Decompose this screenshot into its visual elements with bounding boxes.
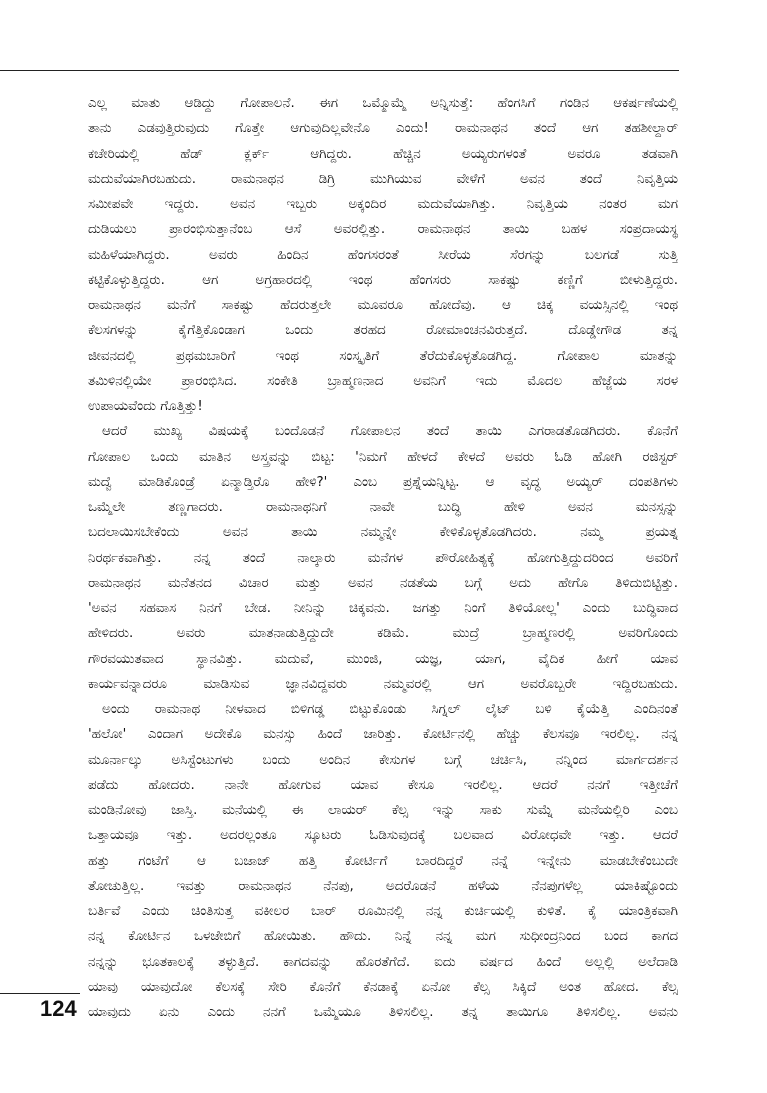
text-line: ಕಟ್ಟಿಕೊಳ್ಳುತ್ತಿದ್ದರು. ಆಗ ಅಗ್ರಹಾರದಲ್ಲಿ ಇಂಥ ಹೆಂಗಸರು ಸಾಕಷ್ಟು ಕಣ್ಣಿಗೆ ಬೀಳುತ್ತಿದ್ದರು.	[88, 272, 678, 288]
text-line: ಒಮ್ಮೆಲೇ ತಣ್ಣಗಾದರು. ರಾಮನಾಥನಿಗೆ ನಾವೇ ಬುದ್ಧಿ ಹೇಳಿ ಅವನ ಮನಸ್ಸನ್ನು	[88, 500, 678, 515]
text-line: ಎಲ್ಲ ಮಾತು ಆಡಿದ್ದು ಗೋಪಾಲನೆ. ಈಗ ಒಮ್ಮೊಮ್ಮೆ ಅನ್ನಿಸುತ್ತೆ: ಹೆಂಗಸಿಗೆ ಗಂಡಿನ ಆಕರ್ಷಣೆಯಲ್ಲಿ	[88, 96, 678, 111]
page-number: 124	[40, 996, 77, 1021]
text-line: ನನ್ನನ್ನು ಭೂತಕಾಲಕ್ಕೆ ತಳ್ಳುತ್ತಿದೆ. ಕಾಗದವನ್ನು ಹೊರತೆಗೆದೆ. ಐದು ವರ್ಷದ ಹಿಂದೆ ಅಲ್ಲಲ್ಲಿ ಅಲೆದಾಡಿ	[88, 954, 678, 970]
text-line: ಮೂರ್ನಾಲ್ಕು ಅಸಿಸ್ಟೆಂಟುಗಳು ಬಂದು ಅಂದಿನ ಕೇಸುಗಳ ಬಗ್ಗೆ ಚರ್ಚಿಸಿ, ನನ್ನಿಂದ ಮಾರ್ಗದರ್ಶನ	[88, 752, 678, 768]
page-body-text	[88, 91, 678, 1025]
text-line: ಮಹಿಳೆಯಾಗಿದ್ದರು. ಅವರು ಹಿಂದಿನ ಹೆಂಗಸರಂತೆ ಸೀರೆಯ ಸೆರಗನ್ನು ಬಲಗಡೆ ಸುತ್ತಿ	[88, 247, 678, 263]
text-line: ಮಂಡಿನೋವು ಜಾಸ್ತಿ. ಮನೆಯಲ್ಲಿ ಈ ಲಾಯರ್ ಕೆಲ್ಸ ಇನ್ನು ಸಾಕು ಸುಮ್ನೆ ಮನೆಯಲ್ಲಿರಿ ಎಂಬ	[88, 803, 678, 818]
text-line: ಹತ್ತು ಗಂಟೆಗೆ ಆ ಬಜಾಜ್ ಹತ್ತಿ ಕೋರ್ಟಿಗೆ ಬಾರದಿದ್ದರೆ ನನ್ನೆ ಇನ್ನೇನು ಮಾಡಬೇಕೆಂಬುದೇ	[88, 853, 678, 869]
text-line: ಬರ್ತಿವೆ ಎಂದು ಚಿಂತಿಸುತ್ತ ವಕೀಲರ ಬಾರ್ ರೂಮಿನಲ್ಲಿ ನನ್ನ ಕುರ್ಚಿಯಲ್ಲಿ ಕುಳಿತೆ. ಕೈ ಯಾಂತ್ರಿಕವಾಗಿ	[88, 904, 678, 919]
text-line: ತಮಿಳಿನಲ್ಲಿಯೇ ಪ್ರಾರಂಭಿಸಿದ. ಸಂಕೇತಿ ಬ್ರಾಹ್ಮಣನಾದ ಅವನಿಗೆ ಇದು ಮೊದಲ ಹೆಜ್ಜೆಯ ಸರಳ	[88, 373, 678, 389]
text-line: ರಾಮನಾಥನ ಮನೆತನದ ವಿಚಾರ ಮತ್ತು ಅವನ ನಡತೆಯ ಬಗ್ಗೆ ಅದು ಹೇಗೊ ತಿಳಿದುಬಿಟ್ಟಿತ್ತು.	[88, 575, 678, 591]
text-line: ಬದಲಾಯಿಸಬೇಕೆಂದು ಅವನ ತಾಯಿ ನಮ್ಮನ್ನೇ ಕೇಳಿಕೊಳ್ಳತೊಡಗಿದರು. ನಮ್ಮ ಪ್ರಯತ್ನ	[88, 525, 678, 541]
text-line: ಮದುವೆಯಾಗಿರಬಹುದು. ರಾಮನಾಥನ ಡಿಗ್ರಿ ಮುಗಿಯುವ ವೇಳೆಗೆ ಅವನ ತಂದೆ ನಿವೃತ್ತಿಯ	[88, 171, 678, 187]
text-line: 'ಹಲೋ' ಎಂದಾಗ ಅದೇಕೊ ಮನಸ್ಸು ಹಿಂದೆ ಜಾರಿತ್ತು. ಕೋರ್ಟಿನಲ್ಲಿ ಹೆಚ್ಚು ಕೆಲಸವೂ ಇರಲಿಲ್ಲ. ನನ್ನ	[88, 727, 678, 743]
text-line: ಕಚೇರಿಯಲ್ಲಿ ಹೆಡ್ ಕ್ಲರ್ಕ್ ಆಗಿದ್ದರು. ಹೆಚ್ಚಿನ ಅಯ್ಯರುಗಳಂತೆ ಅವರೂ ತಡವಾಗಿ	[88, 146, 678, 162]
text-line: ಜೀವನದಲ್ಲಿ ಪ್ರಥಮಬಾರಿಗೆ ಇಂಥ ಸಂಸ್ಕೃತಿಗೆ ತೆರೆದುಕೊಳ್ಳತೊಡಗಿದ್ದ. ಗೋಪಾಲ ಮಾತನ್ನು	[88, 348, 678, 364]
text-line: ತಾನು ಎಡವುತ್ತಿರುವುದು ಗೊತ್ತೇ ಆಗುವುದಿಲ್ಲವೇನೊ ಎಂದು! ರಾಮನಾಥನ ತಂದೆ ಆಗ ತಹಶೀಲ್ದಾರ್	[88, 121, 678, 137]
text-line: ತೋಚುತ್ತಿಲ್ಲ. ಇವತ್ತು ರಾಮನಾಥನ ನೆನಪು, ಅದರೊಡನೆ ಹಳೆಯ ನೆನಪುಗಳೆಲ್ಲ ಯಾಕಿಷ್ಟೊಂದು	[88, 878, 678, 894]
text-line: ನಿರರ್ಥಕವಾಗಿತ್ತು. ನನ್ನ ತಂದೆ ನಾಲ್ಕಾರು ಮನೆಗಳ ಪೌರೋಹಿತ್ಯಕ್ಕೆ ಹೋಗುತ್ತಿದ್ದುದರಿಂದ ಅವರಿಗೆ	[88, 550, 678, 566]
text-line: 'ಅವನ ಸಹವಾಸ ನಿನಗೆ ಬೇಡ. ನೀನಿನ್ನು ಚಿಕ್ಕವನು. ಜಗತ್ತು ನಿಂಗೆ ತಿಳಿಯೋಲ್ಲ' ಎಂದು ಬುದ್ಧಿವಾದ	[88, 601, 678, 616]
text-line: ಮದ್ವೆ ಮಾಡಿಕೊಂಡ್ರೆ ಏನ್ಮಾಡ್ತಿರೊ ಹೇಳಿ?' ಎಂಬ ಪ್ರಶ್ನೆಯನ್ನಿಟ್ಟ. ಆ ವೃದ್ಧ ಅಯ್ಯರ್ ದಂಪತಿಗಳು	[88, 474, 678, 490]
text-line: ನನ್ನ ಕೋರ್ಟಿನ ಒಳಜೇಬಿಗೆ ಹೋಯಿತು. ಹೌದು. ನಿನ್ನೆ ನನ್ನ ಮಗ ಸುಧೀಂದ್ರನಿಂದ ಬಂದ ಕಾಗದ	[88, 929, 678, 945]
text-line: ಒತ್ತಾಯವೂ ಇತ್ತು. ಅದರಲ್ಲಂತೂ ಸ್ಕೂಟರು ಓಡಿಸುವುದಕ್ಕೆ ಬಲವಾದ ವಿರೋಧವೇ ಇತ್ತು. ಆದರೆ	[88, 828, 678, 844]
text-line: ಆದರೆ ಮುಖ್ಯ ವಿಷಯಕ್ಕೆ ಬಂದೊಡನೆ ಗೋಪಾಲನ ತಂದೆ ತಾಯಿ ಎಗರಾಡತೊಡಗಿದರು. ಕೊನೆಗೆ	[102, 424, 678, 440]
text-line: ಅಂದು ರಾಮನಾಥ ನೀಳವಾದ ಬಿಳಿಗಡ್ಡ ಬಿಟ್ಟುಕೊಂಡು ಸಿಗ್ನಲ್ ಲೈಟ್ ಬಳಿ ಕೈಯೆತ್ತಿ ಎಂದಿನಂತೆ	[102, 702, 678, 717]
text-line: ರಾಮನಾಥನ ಮನೆಗೆ ಸಾಕಷ್ಟು ಹೆದರುತ್ತಲೇ ಮೂವರೂ ಹೋದೆವು. ಆ ಚಿಕ್ಕ ವಯಸ್ಸಿನಲ್ಲಿ ಇಂಥ	[88, 298, 678, 313]
text-line: ದುಡಿಯಲು ಪ್ರಾರಂಭಿಸುತ್ತಾನೆಂಬ ಆಸೆ ಅವರಲ್ಲಿತ್ತು. ರಾಮನಾಥನ ತಾಯಿ ಬಹಳ ಸಂಪ್ರದಾಯಸ್ಥ	[88, 222, 678, 238]
footer-rule	[0, 993, 80, 994]
text-line: ಹೇಳಿದರು. ಅವರು ಮಾತನಾಡುತ್ತಿದ್ದುದೇ ಕಡಿಮೆ. ಮುದ್ರೆ ಬ್ರಾಹ್ಮಣರಲ್ಲಿ ಅವರಿಗೊಂದು	[88, 626, 678, 642]
text-line: ಕೆಲಸಗಳನ್ನು ಕೈಗೆತ್ತಿಕೊಂಡಾಗ ಒಂದು ತರಹದ ರೋಮಾಂಚನವಿರುತ್ತದೆ. ದೊಡ್ಡೇಗೌಡ ತನ್ನ	[88, 323, 678, 339]
text-line: ಸಮೀಪವೇ ಇದ್ದರು. ಅವನ ಇಬ್ಬರು ಅಕ್ಕಂದಿರ ಮದುವೆಯಾಗಿತ್ತು. ನಿವೃತ್ತಿಯ ನಂತರ ಮಗ	[88, 197, 678, 212]
text-line: ಯಾವುದು ಏನು ಎಂದು ನನಗೆ ಒಮ್ಮೆಯೂ ತಿಳಿಸಲಿಲ್ಲ. ತನ್ನ ತಾಯಿಗೂ ತಿಳಿಸಲಿಲ್ಲ. ಅವನು	[88, 1005, 678, 1020]
header-rule	[0, 70, 679, 71]
text-line: ಉಪಾಯವೆಂದು ಗೊತ್ತಿತ್ತು!	[88, 399, 203, 414]
text-line: ಯಾವು ಯಾವುದೋ ಕೆಲಸಕ್ಕೆ ಸೇರಿ ಕೊನೆಗೆ ಕೆನಡಾಕ್ಕೆ ಏನೋ ಕೆಲ್ಸ ಸಿಕ್ಕಿದೆ ಅಂತ ಹೋದ. ಕೆಲ್ಸ	[88, 979, 678, 995]
text-line: ಗೋಪಾಲ ಒಂದು ಮಾತಿನ ಅಸ್ತ್ರವನ್ನು ಬಿಟ್ಟ: 'ನಿಮಗೆ ಹೇಳದೆ ಕೇಳದೆ ಅವರು ಓಡಿ ಹೋಗಿ ರಜಿಸ್ಟರ್	[88, 449, 678, 465]
text-line: ಗೌರವಯುತವಾದ ಸ್ಥಾನವಿತ್ತು. ಮದುವೆ, ಮುಂಜಿ, ಯಜ್ಞ, ಯಾಗ, ವೈದಿಕ ಹೀಗೆ ಯಾವ	[88, 651, 678, 667]
text-line: ಕಾರ್ಯವನ್ನಾದರೂ ಮಾಡಿಸುವ ಜ್ಞಾನವಿದ್ದವರು ನಮ್ಮವರಲ್ಲಿ ಆಗ ಅವರೊಬ್ಬರೇ ಇದ್ದಿರಬಹುದು.	[88, 676, 678, 692]
text-line: ಪಡೆದು ಹೋದರು. ನಾನೇ ಹೋಗುವ ಯಾವ ಕೇಸೂ ಇರಲಿಲ್ಲ. ಆದರೆ ನನಗೆ ಇತ್ತೀಚೆಗೆ	[88, 777, 678, 793]
